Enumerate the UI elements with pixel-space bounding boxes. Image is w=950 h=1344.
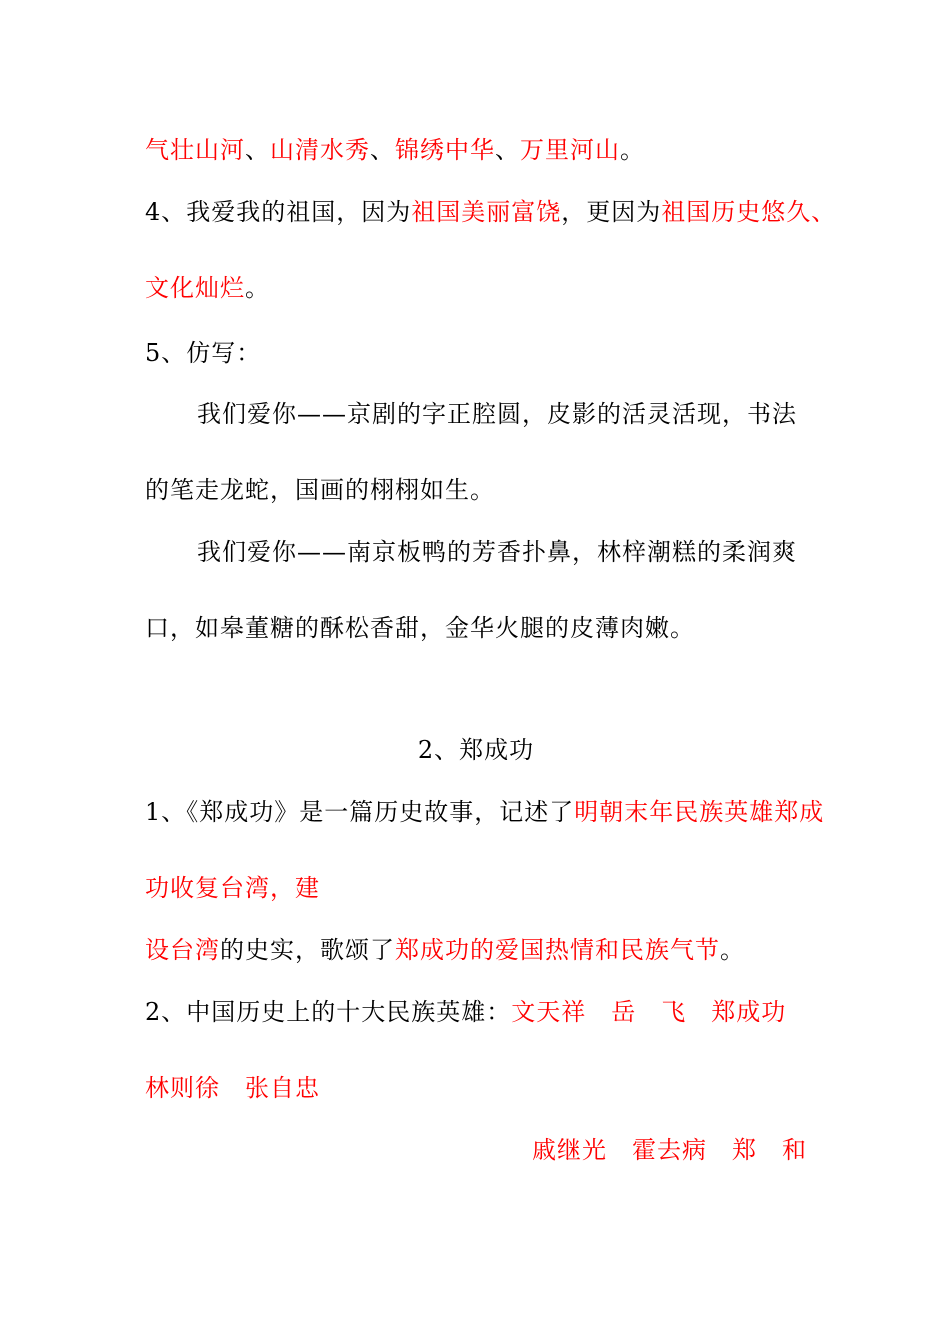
answer-1a-part1: 明朝末年民族英雄郑成 <box>574 798 825 826</box>
answer-1a-part3: 设台湾 <box>145 936 220 964</box>
question-4-mid: ，更因为 <box>561 198 662 226</box>
heroes-list-1: 文天祥 岳 飞 郑成功 <box>511 998 787 1026</box>
imitation-para-1-line-1: 我们爱你——京剧的字正腔圆，皮影的活灵活现，书法 <box>197 400 797 428</box>
answer-line-idioms <box>145 134 807 166</box>
separator: 、 <box>370 136 395 164</box>
question-5-label: 5、仿写： <box>145 339 262 367</box>
lesson-title: 2、郑成功 <box>417 736 535 764</box>
answer-idiom-1: 气壮山河 <box>145 136 245 164</box>
period: 。 <box>720 936 745 964</box>
separator: 、 <box>245 136 270 164</box>
lesson-question-1-line-3 <box>145 934 807 966</box>
question-1-prefix: 1、《郑成功》是一篇历史故事，记述了 <box>145 798 575 826</box>
imitation-para-2-line-1: 我们爱你——南京板鸭的芳香扑鼻，林梓潮糕的柔润爽 <box>197 538 797 566</box>
lesson-question-1-line-1 <box>145 796 825 828</box>
answer-1a-part2: 功收复台湾，建 <box>145 874 320 902</box>
lesson-question-2-line-3 <box>145 1134 807 1166</box>
answer-idiom-4: 万里河山 <box>520 136 620 164</box>
lesson-question-2-line-1 <box>145 996 807 1028</box>
answer-4a: 祖国美丽富饶 <box>411 198 562 226</box>
question-1-mid: 的史实，歌颂了 <box>220 936 395 964</box>
question-4-prefix: 4、我爱我的祖国，因为 <box>145 198 412 226</box>
heroes-list-2: 林则徐 张自忠 <box>145 1074 320 1102</box>
imitation-para-2-line-2: 口，如皋董糖的酥松香甜，金华火腿的皮薄肉嫩。 <box>145 614 695 642</box>
separator: 、 <box>495 136 520 164</box>
heroes-list-3: 戚继光 霍去病 郑 和 <box>532 1136 807 1164</box>
answer-1b: 郑成功的爱国热情和民族气节 <box>395 936 720 964</box>
answer-idiom-2: 山清水秀 <box>270 136 370 164</box>
answer-idiom-3: 锦绣中华 <box>395 136 495 164</box>
lesson-question-2-line-2 <box>145 1072 807 1104</box>
period: 。 <box>620 136 645 164</box>
imitation-para-1-line-2: 的笔走龙蛇，国画的栩栩如生。 <box>145 476 495 504</box>
question-2-prefix: 2、中国历史上的十大民族英雄： <box>145 998 512 1026</box>
question-4-line-1 <box>145 196 837 228</box>
period: 。 <box>245 274 270 302</box>
answer-4b-part2: 文化灿烂 <box>145 274 245 302</box>
lesson-question-1-line-2 <box>145 872 807 904</box>
question-4-line-2 <box>145 272 807 304</box>
answer-4b-part1: 祖国历史悠久、 <box>661 198 837 226</box>
